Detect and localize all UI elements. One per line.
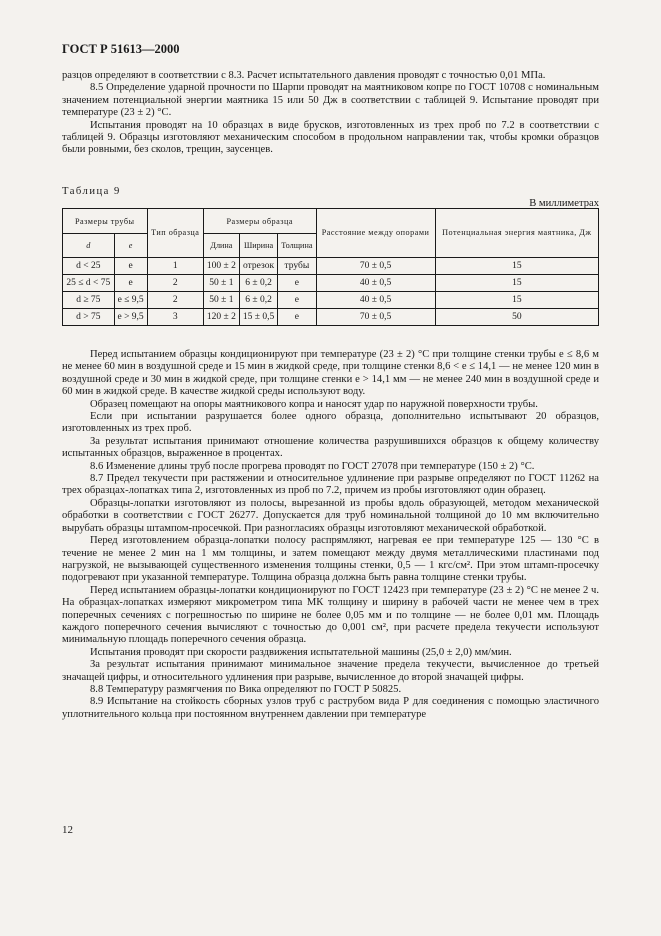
cell-type: 2: [147, 292, 203, 309]
cell-width: отрезок: [239, 258, 277, 275]
th-support-distance: Расстояние между опорами: [316, 209, 435, 258]
intro-section: [62, 70, 599, 157]
body-section: [62, 349, 599, 721]
paragraph: Испытания проводят на 10 образцах в виде брусков, изготовленных из трех проб по 7.2 в соответствии с таблицей 9. Образцы изготовляют механическим способом в продольном направлении так, чтобы кромки образцов были ровными, без сколов, трещин, заусенцев.: [62, 119, 599, 156]
cell-distance: 40 ± 0,5: [316, 292, 435, 309]
paragraph: За результат испытания принимают минимальное значение предела текучести, вычисленное до третьей значащей цифры, и относительного удлинения при разрыве, вычисленное до второй значащей цифры.: [62, 659, 599, 683]
document-header: ГОСТ Р 51613—2000: [62, 42, 180, 56]
cell-thickness: e: [278, 275, 316, 292]
th-sample-size: Размеры образца: [203, 209, 316, 234]
cell-width: 15 ± 0,5: [239, 309, 277, 326]
table-row: [63, 275, 599, 292]
paragraph-8-8: 8.8 Температуру размягчения по Вика определяют по ГОСТ Р 50825.: [90, 683, 402, 695]
table-row: [63, 292, 599, 309]
cell-length: 50 ± 1: [203, 292, 239, 309]
paragraph: Образец помещают на опоры маятникового копра и наносят удар по наружной поверхности трубы.: [90, 398, 538, 410]
paragraph: Образцы-лопатки изготовляют из полосы, вырезанной из пробы вдоль образующей, методом механической обработки в соответствии с ГОСТ 26277. Допускается для труб номинальной толщиной до 10 мм включительно вырубать образцы штампом-просечкой. При разногласиях образцы изготовляют механической обработкой.: [62, 497, 599, 534]
cell-type: 2: [147, 275, 203, 292]
th-thickness: Толщина: [278, 234, 316, 258]
cell-thickness: e: [278, 292, 316, 309]
page-number: 12: [62, 824, 73, 836]
cell-energy: 50: [435, 309, 598, 326]
table-9: [62, 208, 599, 326]
th-length: Длина: [203, 234, 239, 258]
cell-e: e: [114, 258, 147, 275]
th-sample-type: Тип образца: [147, 209, 203, 258]
cell-length: 100 ± 2: [203, 258, 239, 275]
cell-thickness: e: [278, 309, 316, 326]
paragraph: За результат испытания принимают отношение количества разрушившихся образцов к общему количеству испытанных образцов, выраженное в процентах.: [62, 435, 599, 460]
cell-length: 120 ± 2: [203, 309, 239, 326]
paragraph-8-6: 8.6 Изменение длины труб после прогрева проводят по ГОСТ 27078 при температуре (150 ± 2) °С.: [90, 460, 535, 472]
paragraph: Перед испытанием образцы кондиционируют при температуре (23 ± 2) °С при толщине стенки трубы e ≤ 8,6 м не менее 60 мин в воздушной среде и 15 мин в жидкой среде, при толщине стенки 8,6 < e ≤ 14,1 — не менее 120 мин в воздушной среде и 30 мин в жидкой среде, при толщине стенки e > 14,1 мм — не менее 240 мин в воздушной среде и 60 мин в жидкой среде. В качестве жидкой среды используют воду.: [62, 349, 599, 398]
table-row: [63, 309, 599, 326]
cell-energy: 15: [435, 275, 598, 292]
paragraph-8-5: 8.5 Определение ударной прочности по Шарпи проводят на маятниковом копре по ГОСТ 10708 с номинальным значением потенциальной энергии маятника 15 или 50 Дж в соответствии с таблицей 9. Испытание проводят при температуре (23 ± 2) °С.: [62, 82, 599, 119]
cell-type: 3: [147, 309, 203, 326]
cell-width: 6 ± 0,2: [239, 292, 277, 309]
cell-d: d < 25: [63, 258, 115, 275]
paragraph-8-9: 8.9 Испытание на стойкость сборных узлов труб с раструбом вида Р для соединения с помощью эластичного уплотнительного кольца при постоянном внутреннем давлении при температуре: [62, 696, 599, 720]
cell-distance: 40 ± 0,5: [316, 275, 435, 292]
table-caption: Таблица 9: [62, 186, 121, 197]
table-row: [63, 258, 599, 275]
th-energy: Потенциальная энергия маятника, Дж: [435, 209, 598, 258]
paragraph: Испытания проводят при скорости раздвижения испытательной машины (25,0 ± 2,0) мм/мин.: [90, 646, 512, 658]
cell-d: d ≥ 75: [63, 292, 115, 309]
cell-length: 50 ± 1: [203, 275, 239, 292]
cell-type: 1: [147, 258, 203, 275]
paragraph: Перед изготовлением образца-лопатки полосу распрямляют, нагревая ее при температуре 125 — 130 °С в течение не менее 2 мин на 1 мм толщины, и затем помещают между двумя металлическими пластинами под нагрузкой, не вызывающей существенного изменения толщины стенки, 0,5 — 1 кгс/см². При этом штамп-просечку подогревают при указанной температуре. Толщина образца должна быть равна толщине стенки трубы.: [62, 535, 599, 584]
cell-energy: 15: [435, 258, 598, 275]
cell-distance: 70 ± 0,5: [316, 309, 435, 326]
cell-thickness: трубы: [278, 258, 316, 275]
cell-e: e > 9,5: [114, 309, 147, 326]
paragraph: разцов определяют в соответствии с 8.3. Расчет испытательного давления проводят с точностью 0,01 МПа.: [62, 70, 546, 81]
cell-e: e ≤ 9,5: [114, 292, 147, 309]
cell-e: e: [114, 275, 147, 292]
th-pipe-size: Размеры трубы: [63, 209, 148, 234]
table-units: В миллиметрах: [529, 198, 599, 209]
cell-energy: 15: [435, 292, 598, 309]
cell-width: 6 ± 0,2: [239, 275, 277, 292]
cell-d: d > 75: [63, 309, 115, 326]
th-e: e: [114, 234, 147, 258]
paragraph: Перед испытанием образцы-лопатки кондиционируют по ГОСТ 12423 при температуре (23 ± 2) °С не менее 2 ч. На образцах-лопатках измеряют микрометром типа МК толщину и ширину в рабочей части не менее чем в трех поперечных сечениях с погрешностью по ширине не более 0,05 мм и по толщине — не более 0,01 мм. Площадь каждого поперечного сечения вычисляют с точностью до 0,001 см², при расчете предела текучести используют минимальную площадь поперечного сечения образца.: [62, 584, 599, 646]
th-d: d: [63, 234, 115, 258]
cell-d: 25 ≤ d < 75: [63, 275, 115, 292]
paragraph: Если при испытании разрушается более одного образца, дополнительно испытывают 20 образцов, изготовленных из трех проб.: [62, 411, 599, 435]
th-width: Ширина: [239, 234, 277, 258]
paragraph-8-7: 8.7 Предел текучести при растяжении и относительное удлинение при разрыве определяют по ГОСТ 11262 на трех образцах-лопатках типа 2, изготовленных из проб по 7.2, причем из пробы изготовляют один образец.: [62, 473, 599, 497]
cell-distance: 70 ± 0,5: [316, 258, 435, 275]
